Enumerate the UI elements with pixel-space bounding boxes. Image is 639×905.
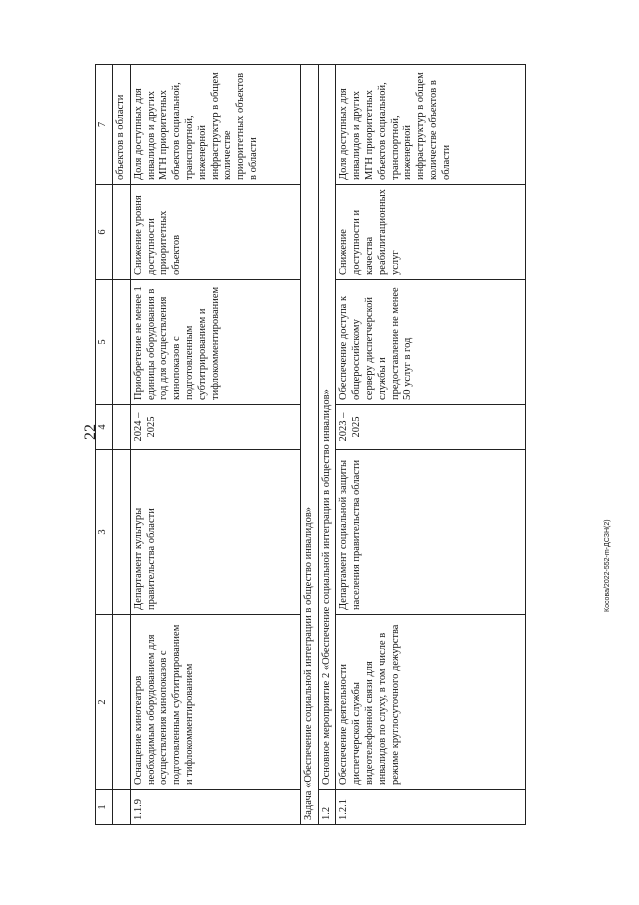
risk: Снижение доступности и качества реабилитационных услуг bbox=[336, 185, 526, 280]
risk: Снижение уровня доступности приоритетных объектов bbox=[130, 185, 300, 280]
task-title: Задача «Обеспечение социальной интеграции в общество инвалидов» bbox=[300, 65, 318, 825]
measure-number: 1.2 bbox=[318, 790, 336, 825]
executor: Департамент культуры правительства области bbox=[130, 450, 300, 615]
measure-title: Основное мероприятие 2 «Обеспечение социальной интеграции в общество инвалидов» bbox=[318, 65, 336, 790]
footer-code: Косова/2022-552-m-ДСЗН(2) bbox=[604, 519, 611, 612]
page-number: 22 bbox=[82, 424, 99, 440]
header-cell: 1 bbox=[96, 790, 113, 825]
table-row bbox=[130, 65, 300, 825]
row-number: 1.2.1 bbox=[336, 790, 526, 825]
header-cell: 3 bbox=[96, 450, 113, 615]
years: 2024 – 2025 bbox=[130, 405, 300, 450]
indicator: Доля доступных для инвалидов и других МГН приоритетных объектов социальной, транспортной, инженерной инфраструктур в общем количестве объектов в области bbox=[336, 65, 526, 185]
continuation-row bbox=[113, 65, 131, 825]
task-row bbox=[300, 65, 318, 825]
measures-table bbox=[95, 64, 526, 825]
header-cell: 6 bbox=[96, 185, 113, 280]
header-cell: 7 bbox=[96, 65, 113, 185]
header-cell: 5 bbox=[96, 280, 113, 405]
header-cell: 2 bbox=[96, 615, 113, 790]
measure-name: Оснащение кинотеатров необходимым оборудованием для осуществления кинопоказов с подготовленным субтитрированием и тифлокомментированием bbox=[130, 615, 300, 790]
expected-result: Приобретение не менее 1 единицы оборудования в год для осуществления кинопоказов с подготовленным субтитрированием и тифлокомментированием bbox=[130, 280, 300, 405]
years: 2023 – 2025 bbox=[336, 405, 526, 450]
rotated-table-container bbox=[95, 65, 605, 825]
indicator: Доля доступных для инвалидов и других МГН приоритетных объектов социальной, транспортной, инженерной инфраструктур в общем количестве приоритетных объектов в области bbox=[130, 65, 300, 185]
continuation-cell: объектов в области bbox=[113, 65, 131, 185]
measure-name: Обеспечение деятельности диспетчерской службы видеотелефонной связи для инвалидов по слуху, в том числе в режиме круглосуточного дежурства bbox=[336, 615, 526, 790]
header-row bbox=[96, 65, 113, 825]
measure-row bbox=[318, 65, 336, 825]
table-row bbox=[336, 65, 526, 825]
expected-result: Обеспечение доступа к общероссийскому серверу диспетчерской службы и предоставление не менее 50 услуг в год bbox=[336, 280, 526, 405]
row-number: 1.1.9 bbox=[130, 790, 300, 825]
header-cell: 4 bbox=[96, 405, 113, 450]
executor: Департамент социальной защиты населения правительства области bbox=[336, 450, 526, 615]
